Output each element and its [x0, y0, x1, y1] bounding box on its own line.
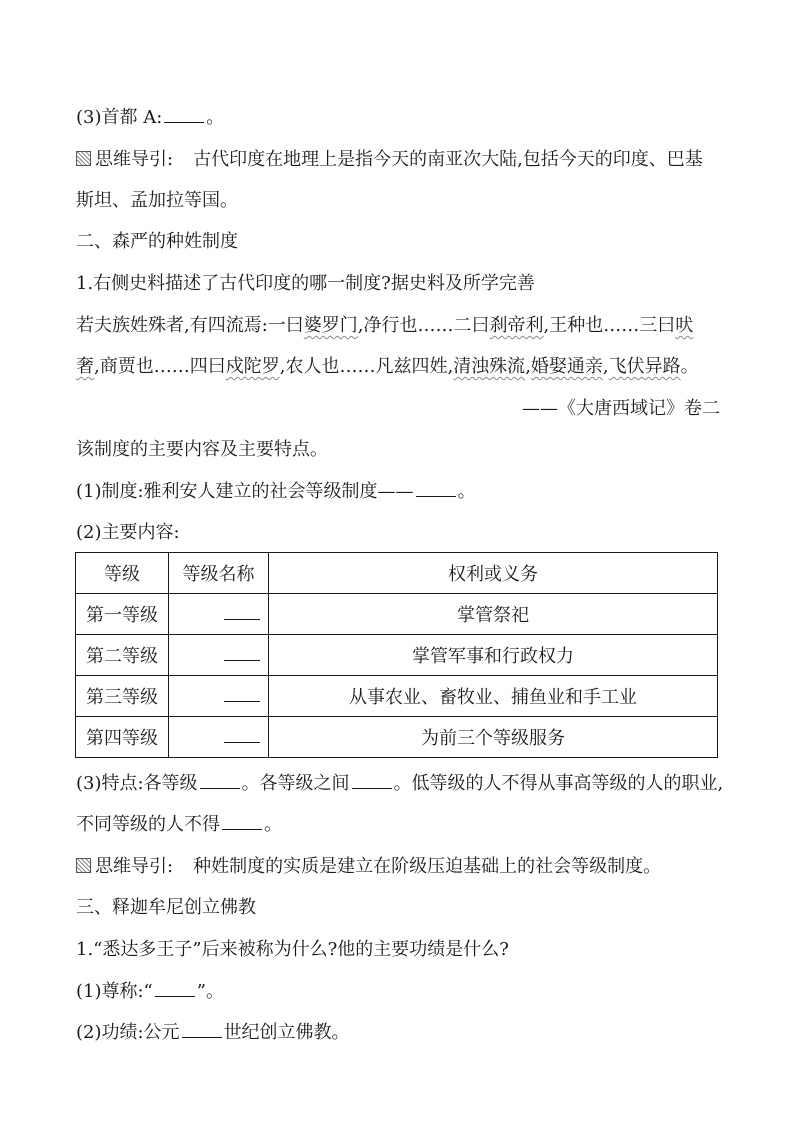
answer-blank[interactable] — [224, 605, 260, 620]
answer-blank[interactable] — [352, 772, 392, 789]
guide-icon — [76, 858, 91, 873]
table-header-row — [76, 553, 718, 594]
achievement-answer: (2)功绩:公元 世纪创立佛教。 — [76, 1022, 350, 1043]
answer-blank[interactable] — [200, 772, 240, 789]
answer-blank[interactable] — [224, 728, 260, 743]
thinking-guide-1: 思维导引: 古代印度在地理上是指今天的南亚次大陆,包括今天的印度、巴基 — [76, 148, 703, 172]
question-capital: (3)首都 A: 。 — [76, 107, 225, 128]
quote-source: ——《大唐西域记》卷二 — [522, 398, 720, 419]
features-line-2: 不同等级的人不得 。 — [76, 814, 282, 835]
header-duty: 权利或义务 — [269, 553, 718, 594]
system-answer: (1)制度:雅利安人建立的社会等级制度—— 。 — [76, 481, 476, 502]
historical-quote-line-1: 若夫族姓殊者,有四流焉:一曰婆罗门,净行也……二曰刹帝利,王种也……三曰吠 — [76, 315, 694, 336]
title-answer: (1)尊称:“ ”。 — [76, 981, 224, 1002]
answer-blank[interactable] — [164, 106, 204, 123]
historical-quote-line-2: 奢,商贾也……四曰戍陀罗,农人也……凡兹四姓,清浊殊流,婚娶通亲,飞伏异路。 — [76, 356, 699, 377]
section-3-title: 三、释迦牟尼创立佛教 — [76, 897, 256, 918]
table-row: 第四等级 为前三个等级服务 — [76, 717, 718, 758]
section-2-title: 二、森严的种姓制度 — [76, 231, 238, 252]
header-level: 等级 — [76, 553, 169, 594]
header-name: 等级名称 — [169, 553, 269, 594]
table-row: 第二等级 掌管军事和行政权力 — [76, 635, 718, 676]
thinking-guide-2: 思维导引: 种姓制度的实质是建立在阶级压迫基础上的社会等级制度。 — [76, 855, 661, 879]
answer-blank[interactable] — [222, 813, 262, 830]
answer-blank[interactable] — [182, 1021, 222, 1038]
guide-icon — [76, 151, 91, 166]
main-content-label: (2)主要内容: — [76, 522, 180, 543]
section-2-question-1: 1.右侧史料描述了古代印度的哪一制度?据史料及所学完善 — [76, 273, 535, 294]
table-row: 第一等级 掌管祭祀 — [76, 594, 718, 635]
features-line-1: (3)特点:各等级 。各等级之间 。低等级的人不得从事高等级的人的职业, — [76, 773, 724, 794]
caste-table — [75, 552, 718, 758]
thinking-guide-1-cont: 斯坦、孟加拉等国。 — [76, 190, 238, 211]
answer-blank[interactable] — [224, 646, 260, 661]
section-2-question-tail: 该制度的主要内容及主要特点。 — [76, 439, 328, 460]
answer-blank[interactable] — [155, 980, 195, 997]
answer-blank[interactable] — [416, 480, 456, 497]
answer-blank[interactable] — [224, 687, 260, 702]
table-row: 第三等级 从事农业、畜牧业、捕鱼业和手工业 — [76, 676, 718, 717]
section-3-question-1: 1.“悉达多王子”后来被称为什么?他的主要功绩是什么? — [76, 939, 509, 960]
